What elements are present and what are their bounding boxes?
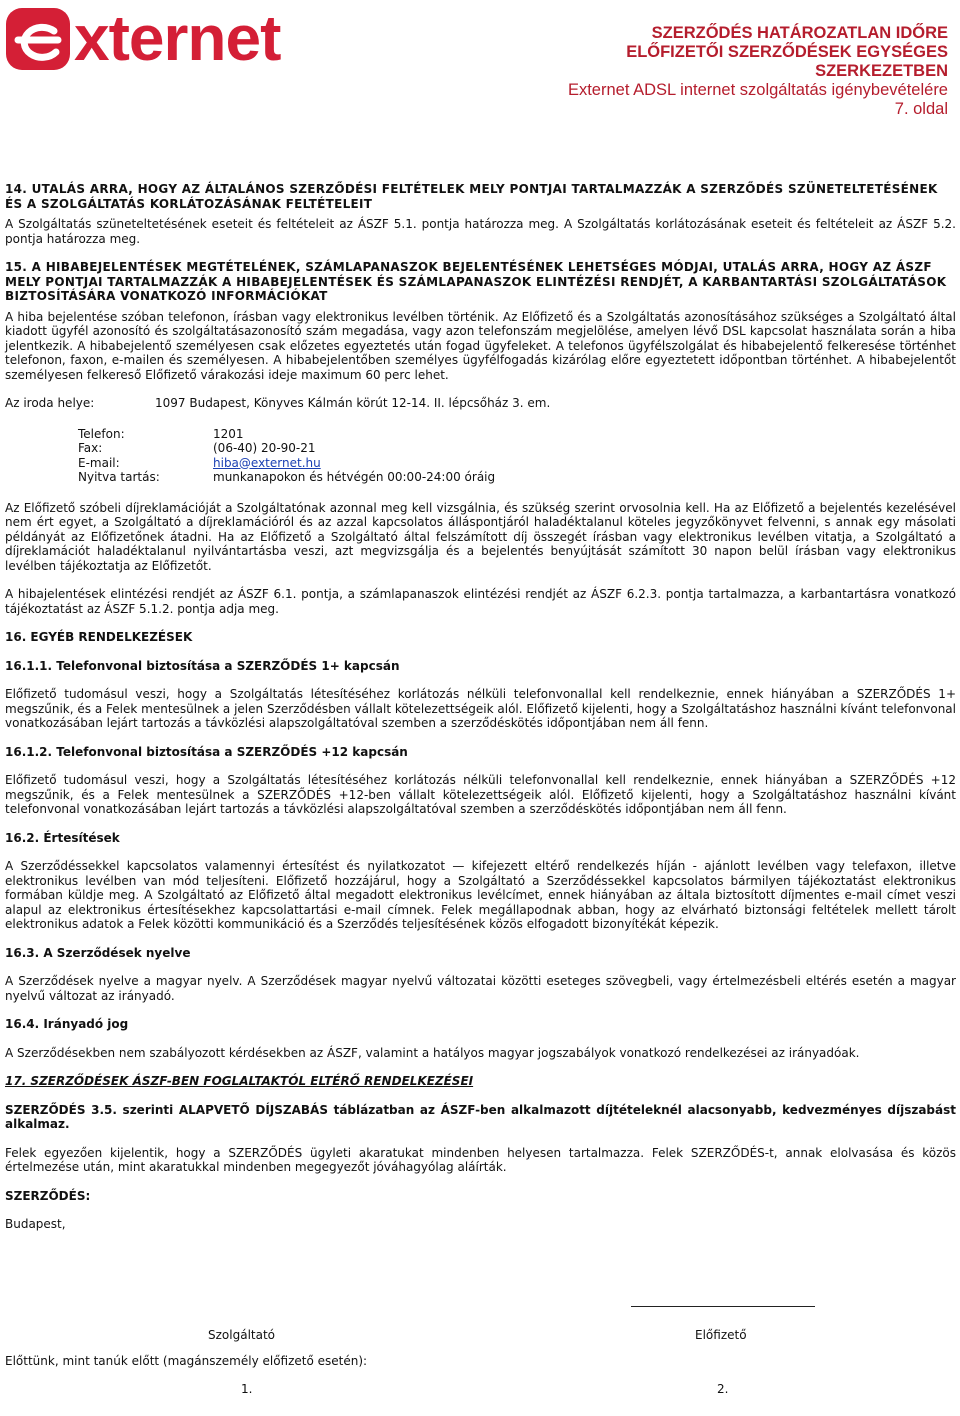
office-label: Az iroda helye: (5, 396, 95, 410)
section-17-title: 17. SZERZŐDÉSEK ÁSZF-BEN FOGLALTAKTÓL ELTÉRŐ RENDELKEZÉSEI (5, 1074, 474, 1088)
contact-row (78, 456, 956, 471)
section-16-3-text: A Szerződések nyelve a magyar nyelv. A Szerződések magyar nyelvű változatai közötti eseteges szövegbeli, vagy értelmezésbeli eltérés esetén a magyar nyelvű változat az irányadó. (5, 974, 956, 1003)
section-15-text-3: A hibajelentések elintézési rendjét az ÁSZF 6.1. pontja, a számlapanaszok elintézési rendjét az ÁSZF 6.2.3. pontja tartalmazza, a karbantartásra vonatkozó tájékoztatást az ÁSZF 5.1.2. pontja adja meg. (5, 587, 956, 616)
contract-label: SZERZŐDÉS: (5, 1188, 91, 1203)
section-17-text-2: Felek egyezően kijelentik, hogy a SZERZŐDÉS ügyleti akaratukat mindenben helyesen tartalmazza. Felek SZERZŐDÉS-t, annak elolvasása és közös értelmezése után, mint akaratukkal mindenben megegyezőt jóváhagyólag aláírták. (5, 1145, 956, 1174)
header-title-line1: SZERZŐDÉS HATÁROZATLAN IDŐRE (651, 24, 948, 42)
section-15-text-1: A hiba bejelentése szóban telefonon, írásban vagy elektronikus levélben történik. Az Előfizető és a Szolgáltatás azonosításához szükséges a Szolgáltató által kiadott ügyfél azonosító és szolgáltatásazonosító szám megadása, vagy azon telefonszám megjelölése, amelyen lévő DSL kapcsolat használata során a hiba jelentkezik. A hibabejelentő személyesen csak előzetes egyeztetés után fogad ügyfeleket. A telefonos ügyfélszolgálat és hibabejelentő felkeresése történhet telefonon, faxon, e-mailen és személyesen. A hibabejelentőben személyes ügyfélfogadás kizárólag előre egyeztetett időpontban történhet. A hibabejelentőt személyesen felkereső Előfizető várakozási ideje maximum 60 perc lehet. (5, 309, 956, 382)
section-16-2-text: A Szerződéssekkel kapcsolatos valamennyi értesítést és nyilatkozatot — kifejezett eltérő rendelkezés híján - ajánlott levélben vagy telefaxon, illetve elektronikus levélben van mód teljesíteni. Előfizető hozzájárul, hogy a Szolgáltató a Szerződéssekkel kapcsolatos bármilyen tájékoztatást elektronikus formában küldje meg. A Szolgáltató az Előfizető által megadott elektronikus levélcímet, ennek hiányában az általa biztosított díjmentes e-mail címet veszi alapul az elektronikus értesítésekhez kapcsolattartási e-mail címnek. Felek megállapodnak abban, hogy az elvárható biztonsági feltételek mellett tárolt elektronikus adatok a Felek közötti kommunikáció és a Szerződés teljesítésének közös elfogadott bizonyítékát képezik. (5, 859, 956, 931)
section-17-text-1: SZERZŐDÉS 3.5. szerinti ALAPVETŐ DÍJSZABÁS táblázatban az ÁSZF-ben alkalmazott díjtételeknél alacsonyabb, kedvezményes díjszabást alkalmaz. (5, 1102, 956, 1131)
section-16-1-2-heading: 16.1.2. Telefonvonal biztosítása a SZERZŐDÉS +12 kapcsán (5, 744, 408, 759)
header-title-line2: ELŐFIZETŐI SZERZŐDÉSEK EGYSÉGES (626, 43, 948, 61)
section-15-text-2: Az Előfizető szóbeli díjreklamációját a Szolgáltatónak azonnal meg kell vizsgálnia, és szükség szerint orvosolnia kell. Ha az Előfizető a bejelentés kezelésével nem ért egyet, a Szolgáltató a díjreklamációról és az azzal kapcsolatos álláspontjáról haladéktalanul köteles jegyzőkönyvet felvenni, s annak egy másolati példányát az Előfizetőnek átadni. Ha az Előfizető a Szolgáltató által felszámított díj összegét írásban vagy elektronikus levélben vitatja, a Szolgáltató a díjreklamációt haladéktalanul nyilvántartásba veszi, azt megvizsgálja és a bejelentés benyújtását számított 30 napon belül írásban vagy elektronikus levélben tájékoztatja az Előfizetőt. (5, 500, 956, 573)
header-title-line3: SZERKEZETBEN (815, 62, 948, 80)
section-16-1-2-text: Előfizető tudomásul veszi, hogy a Szolgáltatás létesítéséhez korlátozás nélküli telefonvonallal kell rendelkeznie, ennek hiányában a SZERZŐDÉS +12 megszűnik, és a Felek mentesülnek a SZERZŐDÉS +12-ben vállalt kötelezettségeik alól. Előfizető kijelenti, hogy a Szolgáltatáshoz használni kívánt telefonvonal vonatkozásában lejárt tartozás a távközlési alapszolgáltatóval szemben a szerződéskötés időpontjában nem áll fenn. (5, 773, 956, 816)
section-16-3-heading: 16.3. A Szerződések nyelve (5, 945, 191, 960)
email-link[interactable]: hiba@externet.hu (213, 455, 321, 470)
section-16-1-1-heading: 16.1.1. Telefonvonal biztosítása a SZERZŐDÉS 1+ kapcsán (5, 658, 400, 673)
section-14-text: A Szolgáltatás szüneteltetésének eseteit és feltételeit az ÁSZF 5.1. pontja határozza meg. A Szolgáltatás korlátozásának eseteit és feltételeit az ÁSZF 5.2. pontja határozza meg. (5, 217, 956, 246)
section-14-title: 14. UTALÁS ARRA, HOGY AZ ÁLTALÁNOS SZERZŐDÉSI FELTÉTELEK MELY PONTJAI TARTALMAZZÁK A SZERZŐDÉS SZÜNETELTETÉSÉNEK ÉS A SZOLGÁLTATÁS KORLÁTOZÁSÁNAK FELTÉTELEIT (5, 182, 938, 211)
section-16-4-heading: 16.4. Irányadó jog (5, 1017, 129, 1031)
signature-line (631, 1306, 815, 1307)
contact-hours: munkanapokon és hétvégén 00:00-24:00 óráig (213, 470, 496, 484)
contact-row (78, 470, 956, 485)
externet-logo (4, 4, 364, 72)
witness-2: 2. (717, 1381, 729, 1396)
signature-subscriber: Előfizető (695, 1327, 747, 1342)
witness-1: 1. (241, 1381, 253, 1396)
signature-provider: Szolgáltató (208, 1327, 276, 1342)
witness-label: Előttünk, mint tanúk előtt (magánszemély előfizető esetén): (5, 1353, 368, 1368)
contact-key: Nyitva tartás: (78, 470, 160, 484)
contact-list (78, 427, 956, 485)
contact-row (78, 427, 956, 442)
section-15-title: 15. A HIBABEJELENTÉSEK MEGTÉTELÉNEK, SZÁMLAPANASZOK BEJELENTÉSÉNEK LEHETSÉGES MÓDJAI, UTALÁS ARRA, HOGY AZ ÁSZF MELY PONTJAI TARTALMAZZÁK A HIBABEJELENTÉSEK ÉS SZÁMLAPANASZOK ELINTÉZÉSI RENDJÉT, A KARBANTARTÁSI SZOLGÁLTATÁSOK BIZTOSÍTÁSÁRA VONATKOZÓ INFORMÁCIÓKAT (5, 260, 947, 303)
office-address (5, 396, 956, 411)
contact-phone: 1201 (213, 426, 244, 441)
section-16-1-1-text: Előfizető tudomásul veszi, hogy a Szolgáltatás létesítéséhez korlátozás nélküli telefonvonallal kell rendelkeznie, ennek hiányában a SZERZŐDÉS 1+ megszűnik, és a Felek mentesülnek a jelen Szerződésben vállalt kötelezettségeik alól. Előfizető kijelenti, hogy a Szolgáltatáshoz használni kívánt telefonvonal vonatkozásában lejárt tartozás a távközlési alapszolgáltatóval szemben a szerződéskötés időpontjában nem áll fenn. (5, 687, 956, 730)
contact-key: E-mail: (78, 455, 120, 470)
signature-block (5, 1232, 956, 1396)
office-value: 1097 Budapest, Könyves Kálmán körút 12-14. II. lépcsőház 3. em. (155, 396, 551, 410)
contact-fax: (06-40) 20-90-21 (213, 441, 316, 455)
section-16-4-text: A Szerződésekben nem szabályozott kérdésekben az ÁSZF, valamint a hatályos magyar jogszabályok vonatkozó rendelkezései az irányadóak. (5, 1045, 860, 1060)
section-16-2-heading: 16.2. Értesítések (5, 830, 120, 845)
svg-text:xternet: xternet (74, 4, 281, 72)
header-subtitle: Externet ADSL internet szolgáltatás igénybevételére (567, 81, 948, 99)
city-date: Budapest, (5, 1217, 66, 1231)
contact-row (78, 441, 956, 456)
contact-key: Fax: (78, 441, 103, 455)
page-number: 7. oldal (894, 100, 948, 118)
section-16-title: 16. EGYÉB RENDELKEZÉSEK (5, 630, 193, 644)
document-header (568, 24, 948, 119)
document-body (5, 182, 956, 1396)
contact-key: Telefon: (78, 426, 125, 441)
